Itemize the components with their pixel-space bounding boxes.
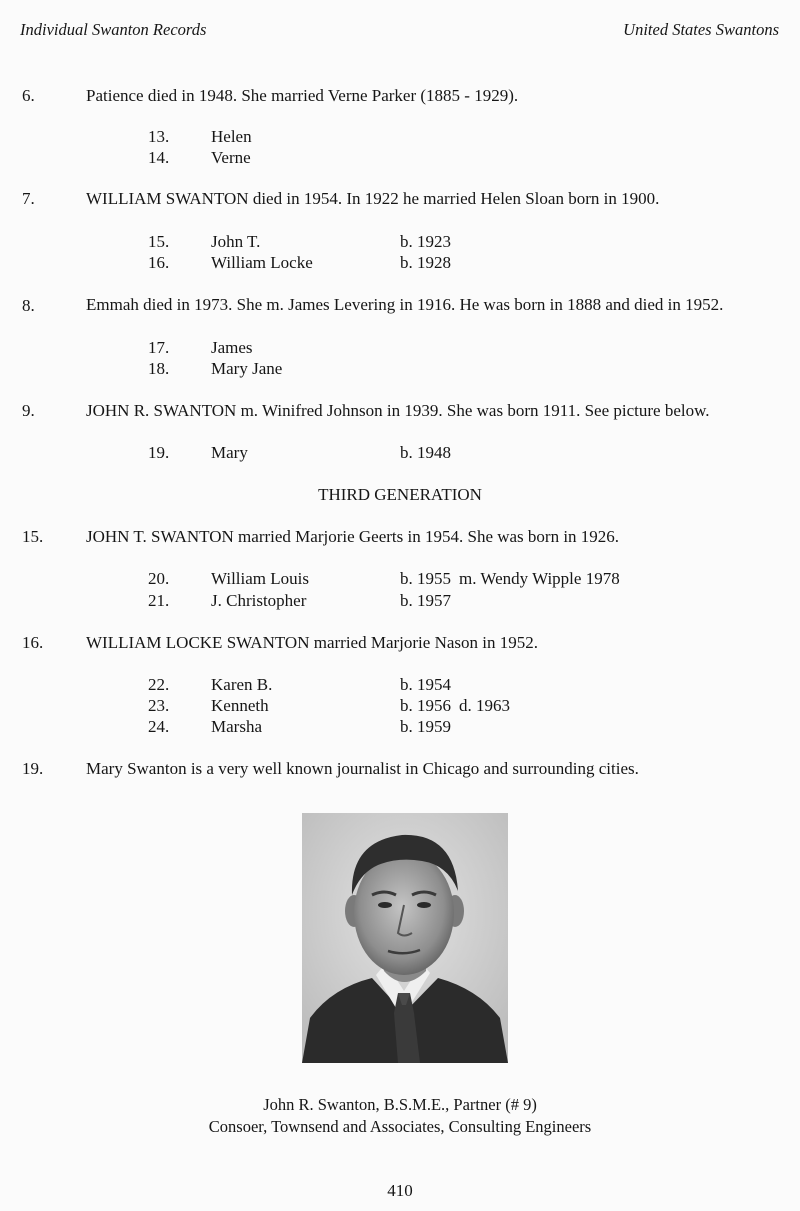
entry-text: Emmah died in 1973. She m. James Levering in 1916. He was born in 1888 and died in 1952. <box>86 295 724 314</box>
section-heading: THIRD GENERATION <box>318 485 482 504</box>
child-name: J. Christopher <box>211 591 307 610</box>
child-number: 24. <box>148 717 170 736</box>
running-header-right: United States Swantons <box>623 20 779 39</box>
entry-text: WILLIAM LOCKE SWANTON married Marjorie Nason in 1952. <box>86 633 538 652</box>
child-birth: b. 1959 <box>400 717 451 736</box>
page-number: 410 <box>387 1181 413 1200</box>
child-name: Mary <box>211 443 248 462</box>
entry-text: Mary Swanton is a very well known journalist in Chicago and surrounding cities. <box>86 759 639 778</box>
child-number: 22. <box>148 675 170 694</box>
entry-number: 7. <box>22 189 35 208</box>
child-number: 21. <box>148 591 170 610</box>
child-name: John T. <box>211 232 261 251</box>
child-birth: b. 1955 <box>400 569 451 588</box>
photo-caption-line2: Consoer, Townsend and Associates, Consulting Engineers <box>208 1117 592 1136</box>
child-birth: b. 1956 <box>400 696 451 715</box>
entry-number: 6. <box>22 86 35 105</box>
child-name: William Louis <box>211 569 309 588</box>
child-number: 16. <box>148 253 170 272</box>
entry-number: 8. <box>22 296 35 315</box>
child-name: Kenneth <box>211 696 269 715</box>
child-number: 23. <box>148 696 170 715</box>
child-number: 20. <box>148 569 170 588</box>
child-name: Verne <box>211 148 251 167</box>
photo-caption-line1: John R. Swanton, B.S.M.E., Partner (# 9) <box>263 1095 537 1114</box>
child-birth: b. 1923 <box>400 232 451 251</box>
child-number: 13. <box>148 127 170 146</box>
child-note: m. Wendy Wipple 1978 <box>459 569 620 588</box>
portrait-illustration <box>302 813 508 1063</box>
entry-text: WILLIAM SWANTON died in 1954. In 1922 he married Helen Sloan born in 1900. <box>86 189 660 208</box>
child-number: 18. <box>148 359 170 378</box>
entry-number: 16. <box>22 633 44 652</box>
child-number: 14. <box>148 148 170 167</box>
child-name: Marsha <box>211 717 262 736</box>
child-name: Helen <box>211 127 252 146</box>
child-birth: b. 1948 <box>400 443 451 462</box>
entry-text: JOHN R. SWANTON m. Winifred Johnson in 1939. She was born 1911. See picture below. <box>86 401 710 420</box>
child-name: James <box>211 338 253 357</box>
child-number: 15. <box>148 232 170 251</box>
child-number: 19. <box>148 443 170 462</box>
portrait-photo <box>302 813 508 1063</box>
child-note: d. 1963 <box>459 696 510 715</box>
child-name: William Locke <box>211 253 313 272</box>
entry-text: Patience died in 1948. She married Verne Parker (1885 - 1929). <box>86 86 519 105</box>
entry-text: JOHN T. SWANTON married Marjorie Geerts in 1954. She was born in 1926. <box>86 527 620 546</box>
child-name: Karen B. <box>211 675 273 694</box>
child-birth: b. 1954 <box>400 675 451 694</box>
child-birth: b. 1928 <box>400 253 451 272</box>
running-header-left: Individual Swanton Records <box>20 20 207 39</box>
entry-number: 9. <box>22 401 35 420</box>
child-number: 17. <box>148 338 170 357</box>
child-birth: b. 1957 <box>400 591 451 610</box>
child-name: Mary Jane <box>211 359 283 378</box>
entry-number: 15. <box>22 527 44 546</box>
entry-number: 19. <box>22 759 44 778</box>
